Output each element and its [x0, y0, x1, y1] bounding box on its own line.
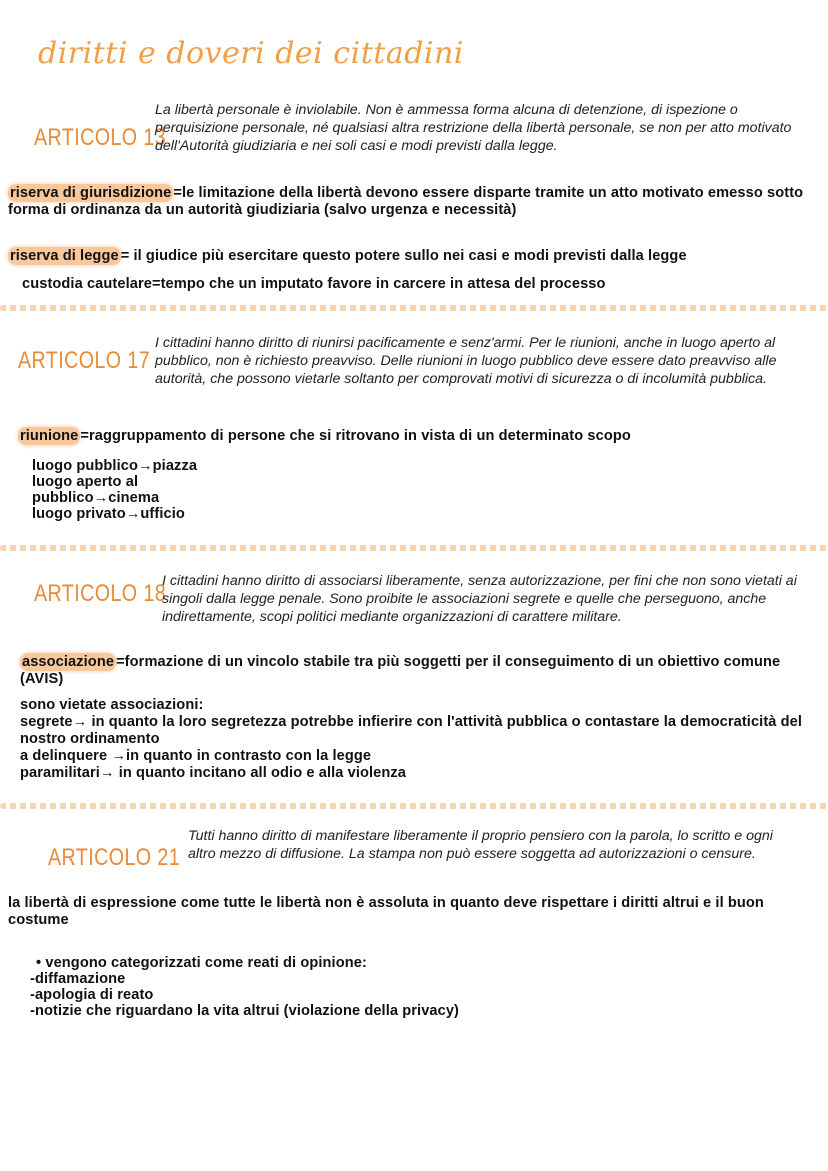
definition: =le limitazione della libertà devono essere disparte tramite un atto motivato emesso sotto forma di ordinanza da un autorità giudiziaria (salvo urgenza e necessità) [8, 185, 804, 218]
note-riunione [18, 428, 818, 445]
highlight-term: riserva di legge [10, 248, 119, 264]
article-21-text: Tutti hanno diritto di manifestare liberamente il proprio pensiero con la parola, lo scritto e ogni altro mezzo di diffusione. La stampa non può essere soggetta ad autorizzazioni o censure. [188, 828, 773, 862]
note-associazione [20, 654, 800, 688]
list-item: luogo aperto al [32, 474, 139, 490]
article-13-text: La libertà personale è inviolabile. Non è ammessa forma alcuna di detenzione, di ispezione o perquisizione personale, né qualsiasi altra restrizione della libertà personale, se non per atto motivato dell'Autorità giudiziaria e nei soli casi e modi previsti dalla legge. [155, 102, 792, 154]
highlight-term: riserva di giurisdizione [10, 185, 172, 201]
list-item: segrete→ in quanto la loro segretezza potrebbe infierire con l'attività pubblica o contastare la democraticità del nostro ordinamento [20, 714, 803, 747]
list-item: -diffamazione [30, 971, 126, 987]
opinion-crimes-list [30, 955, 730, 1019]
list-item: luogo privato→ufficio [32, 506, 185, 522]
divider [0, 803, 828, 809]
places-list [32, 458, 197, 522]
article-21-label: ARTICOLO 21 [48, 844, 181, 871]
highlight-term: associazione [22, 654, 115, 670]
list-item: • vengono categorizzati come reati di opinione: [36, 955, 367, 971]
article-17-label: ARTICOLO 17 [18, 347, 151, 374]
note-riserva-giurisdizione [8, 185, 808, 219]
list-item: a delinquere →in quanto in contrasto con la legge [20, 748, 372, 764]
list-item: paramilitari→ in quanto incitano all odio e alla violenza [20, 765, 407, 781]
divider [0, 305, 828, 311]
article-18-label: ARTICOLO 18 [34, 580, 167, 607]
list-item: sono vietate associazioni: [20, 697, 204, 713]
article-13-label: ARTICOLO 13 [34, 124, 167, 151]
note-liberta-espressione: la libertà di espressione come tutte le libertà non è assoluta in quanto deve rispettare i diritti altrui e il buon costume [8, 895, 764, 928]
article-18-text: I cittadini hanno diritto di associarsi liberamente, senza autorizzazione, per fini che non sono vietati ai singoli dalla legge penale. Sono proibite le associazioni segrete e quelle che perseguono, anche indirettamente, scopi politici mediante organizzazioni di carattere militare. [162, 573, 797, 625]
article-17-text: I cittadini hanno diritto di riunirsi pacificamente e senz'armi. Per le riunioni, anche in luogo aperto al pubblico, non è richiesto preavviso. Delle riunioni in luogo pubblico deve essere dato preavviso alle autorità, che possono vietarle soltanto per comprovati motivi di sicurezza o di incolumità pubblica. [155, 335, 777, 387]
note-custodia-cautelare: custodia cautelare=tempo che un imputato favore in carcere in attesa del processo [22, 276, 606, 292]
definition: =formazione di un vincolo stabile tra più soggetti per il conseguimento di un obiettivo comune (AVIS) [20, 654, 781, 687]
list-item: luogo pubblico→piazza [32, 458, 198, 474]
page-title: diritti e doveri dei cittadini [38, 36, 464, 71]
highlight-term: riunione [20, 428, 79, 444]
definition: =raggruppamento di persone che si ritrovano in vista di un determinato scopo [80, 428, 631, 444]
list-item: pubblico→cinema [32, 490, 160, 506]
forbidden-associations-list [20, 697, 820, 782]
note-riserva-legge [8, 248, 828, 265]
definition: = il giudice più esercitare questo potere sullo nei casi e modi previsti dalla legge [120, 248, 687, 264]
divider [0, 545, 828, 551]
list-item: -notizie che riguardano la vita altrui (violazione della privacy) [30, 1003, 460, 1019]
list-item: -apologia di reato [30, 987, 154, 1003]
